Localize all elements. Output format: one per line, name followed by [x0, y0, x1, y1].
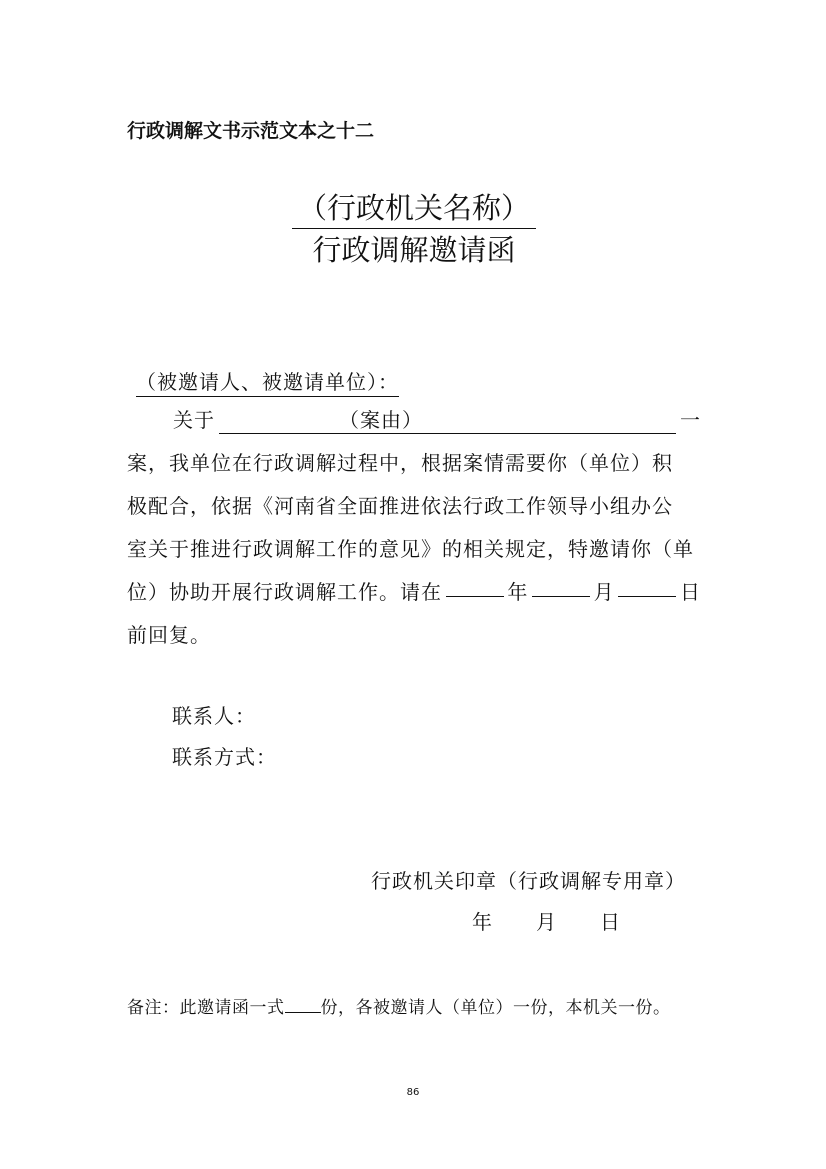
case-cause-label: （案由）: [339, 408, 423, 432]
reply-month-label: 月: [593, 580, 615, 604]
case-cause-blank: [219, 404, 676, 434]
body-line-3: 极配合，依据《河南省全面推进依法行政工作领导小组办公: [127, 494, 673, 518]
copies-count-blank: [285, 995, 321, 1013]
line1-prefix: 关于: [173, 408, 215, 432]
signature-year: 年: [472, 910, 492, 934]
line1-suffix: 一: [680, 408, 701, 432]
body-line-1: [127, 404, 701, 434]
signature-month: 月: [536, 910, 556, 934]
title-invitation-letter: 行政调解邀请函: [312, 233, 516, 267]
body-line-2: 案，我单位在行政调解过程中，根据案情需要你（单位）积: [127, 451, 673, 475]
remark-note: [127, 993, 671, 1018]
contact-method-label: 联系方式：: [172, 745, 277, 769]
signature-date: [472, 906, 620, 935]
body-line-6: 前回复。: [127, 623, 211, 647]
body-line-5: [127, 576, 701, 605]
body-line-4: 室关于推进行政调解工作的意见》的相关规定，特邀请你（单: [127, 537, 694, 561]
addressee-line: （被邀请人、被邀请单位）：: [136, 366, 399, 397]
contact-person-label: 联系人：: [172, 704, 256, 728]
reply-year-blank: [446, 576, 504, 597]
official-seal-line: 行政机关印章（行政调解专用章）: [371, 869, 686, 893]
document-series-label: 行政调解文书示范文本之十二: [127, 120, 375, 142]
line5-prefix: 位）协助开展行政调解工作。请在: [127, 580, 442, 604]
note-prefix: 备注：此邀请函一式: [127, 998, 285, 1018]
note-suffix: 份，各被邀请人（单位）一份，本机关一份。: [320, 998, 671, 1018]
page-number: 86: [406, 1087, 420, 1098]
reply-day-blank: [618, 576, 676, 597]
signature-day: 日: [600, 910, 620, 934]
reply-year-label: 年: [507, 580, 529, 604]
reply-month-blank: [532, 576, 590, 597]
reply-day-label: 日: [679, 580, 701, 604]
title-organization-name: （行政机关名称）: [292, 186, 536, 229]
